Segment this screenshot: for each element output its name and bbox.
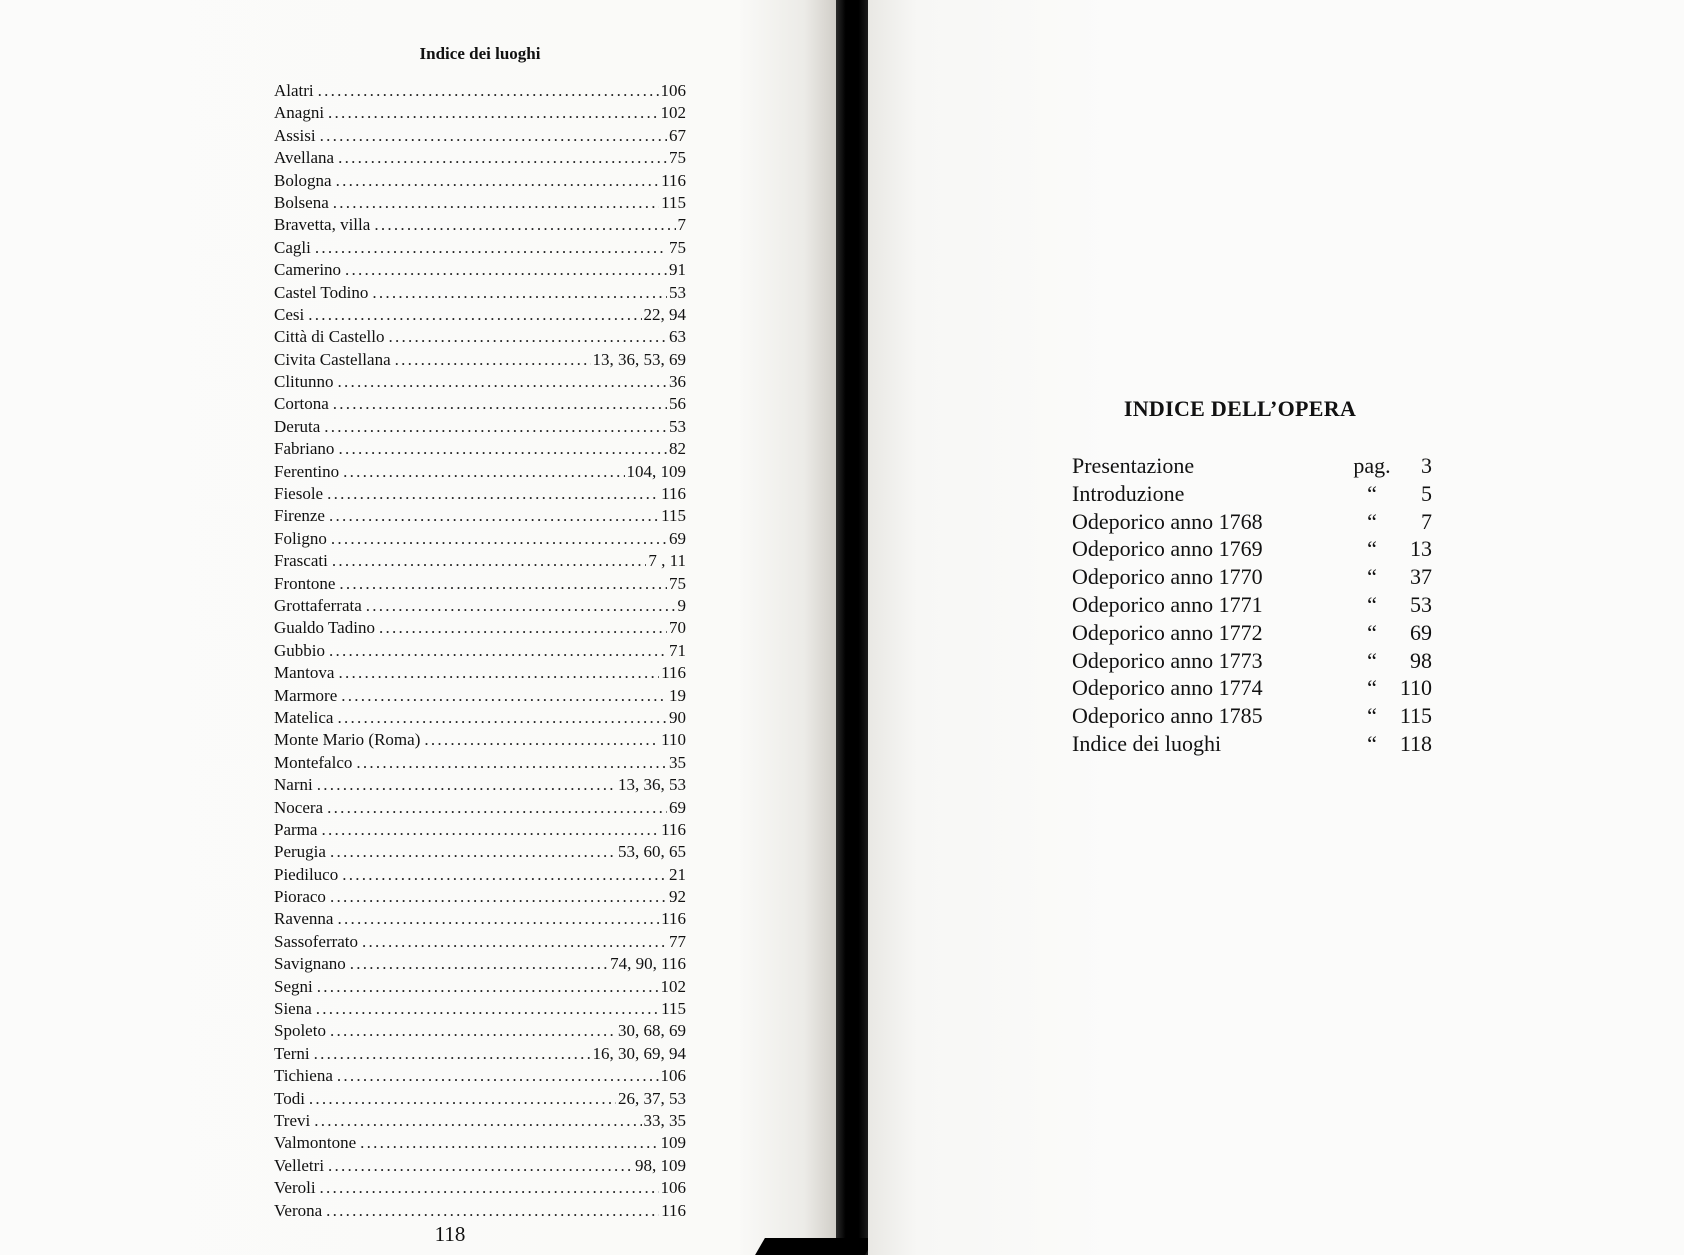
place-pages: 116 xyxy=(661,170,686,190)
place-pages: 53 xyxy=(669,282,686,302)
place-entry xyxy=(274,1110,686,1132)
place-entry xyxy=(274,685,686,707)
place-entry xyxy=(274,438,686,460)
contents-page: 13 xyxy=(1410,536,1432,562)
place-entry xyxy=(274,729,686,751)
contents-prefix: pag. xyxy=(1353,453,1391,478)
place-entry xyxy=(274,371,686,393)
contents-label: Odeporico anno 1772 xyxy=(1072,619,1263,645)
dot-leader xyxy=(366,595,676,617)
contents-entry xyxy=(1072,619,1432,647)
contents-label: Odeporico anno 1768 xyxy=(1072,508,1263,534)
place-pages: 104, 109 xyxy=(626,461,686,481)
place-entry xyxy=(274,1132,686,1154)
place-name: Deruta xyxy=(274,416,321,436)
place-entry xyxy=(274,282,686,304)
book-gutter xyxy=(836,0,868,1255)
place-pages: 75 xyxy=(669,237,686,257)
contents-entry xyxy=(1072,452,1432,480)
place-entry xyxy=(274,304,686,326)
place-entry xyxy=(274,1020,686,1042)
place-name: Avellana xyxy=(274,148,335,168)
place-pages: 110 xyxy=(661,730,686,750)
contents-entry xyxy=(1072,535,1432,563)
dot-leader xyxy=(316,998,659,1020)
place-pages: 16, 30, 69, 94 xyxy=(592,1043,686,1063)
place-name: Bolsena xyxy=(274,192,329,212)
contents-entry xyxy=(1072,591,1432,619)
dot-leader xyxy=(336,170,660,192)
place-name: Piediluco xyxy=(274,864,339,884)
dot-leader xyxy=(327,797,667,819)
place-name: Monte Mario (Roma) xyxy=(274,730,421,750)
place-name: Parma xyxy=(274,819,318,839)
dot-leader xyxy=(337,908,659,930)
place-pages: 53, 60, 65 xyxy=(618,842,686,862)
place-name: Frascati xyxy=(274,551,328,571)
dot-leader xyxy=(331,528,667,550)
place-name: Fabriano xyxy=(274,439,335,459)
place-pages: 90 xyxy=(669,707,686,727)
contents-prefix: “ xyxy=(1367,730,1377,756)
place-name: Segni xyxy=(274,976,313,996)
dot-leader xyxy=(424,729,659,751)
dot-leader xyxy=(342,864,667,886)
place-pages: 77 xyxy=(669,931,686,951)
place-name: Cortona xyxy=(274,394,329,414)
place-name: Sassoferrato xyxy=(274,931,359,951)
place-name: Veroli xyxy=(274,1178,316,1198)
contents-prefix: “ xyxy=(1367,480,1377,506)
place-pages: 36 xyxy=(669,372,686,392)
dot-leader xyxy=(332,550,647,572)
place-name: Assisi xyxy=(274,125,316,145)
dot-leader xyxy=(317,976,659,998)
place-name: Terni xyxy=(274,1043,310,1063)
dot-leader xyxy=(362,931,667,953)
place-name: Gualdo Tadino xyxy=(274,618,375,638)
place-index-title: Indice dei luoghi xyxy=(419,44,541,63)
place-name: Anagni xyxy=(274,103,325,123)
dot-leader xyxy=(326,1200,659,1222)
place-name: Pioraco xyxy=(274,887,326,907)
place-pages: 106 xyxy=(660,81,686,100)
dot-leader xyxy=(318,80,659,102)
dot-leader xyxy=(339,573,667,595)
place-entry xyxy=(274,573,686,595)
contents-page: 37 xyxy=(1410,564,1432,590)
contents-page: 53 xyxy=(1410,591,1432,617)
place-pages: 116 xyxy=(661,819,686,839)
contents-prefix: “ xyxy=(1367,703,1377,729)
place-pages: 35 xyxy=(669,752,686,772)
contents-label: Presentazione xyxy=(1072,453,1195,478)
place-pages: 115 xyxy=(661,192,686,212)
dot-leader xyxy=(321,819,659,841)
place-pages: 21 xyxy=(669,864,686,884)
contents-entry xyxy=(1072,730,1432,758)
place-entry xyxy=(274,505,686,527)
place-pages: 33, 35 xyxy=(643,1110,686,1130)
contents-page: 118 xyxy=(1399,730,1432,756)
contents-label: Indice dei luoghi xyxy=(1072,730,1222,756)
place-pages: 91 xyxy=(669,260,686,280)
place-pages: 13, 36, 53 xyxy=(618,775,686,795)
place-entry xyxy=(274,102,686,124)
place-entry xyxy=(274,707,686,729)
place-name: Verona xyxy=(274,1200,323,1220)
page-number: 118 xyxy=(434,1222,466,1246)
dot-leader xyxy=(374,214,675,236)
contents-entry xyxy=(1072,480,1432,508)
place-name: Fiesole xyxy=(274,484,324,504)
place-pages: 74, 90, 116 xyxy=(610,954,686,974)
place-entry xyxy=(274,1088,686,1110)
place-name: Firenze xyxy=(274,506,325,526)
place-entry xyxy=(274,1043,686,1065)
place-name: Mantova xyxy=(274,663,335,683)
place-entry xyxy=(274,80,686,102)
contents-page: 5 xyxy=(1421,480,1432,506)
place-pages: 69 xyxy=(669,528,686,548)
place-index-list xyxy=(274,80,686,1222)
contents-prefix: “ xyxy=(1367,591,1377,617)
place-pages: 70 xyxy=(669,618,686,638)
place-entry xyxy=(274,797,686,819)
place-name: Frontone xyxy=(274,573,336,593)
place-pages: 30, 68, 69 xyxy=(618,1021,686,1041)
place-name: Marmore xyxy=(274,685,338,705)
place-entry xyxy=(274,617,686,639)
place-entry xyxy=(274,1065,686,1087)
place-entry xyxy=(274,595,686,617)
place-pages: 75 xyxy=(669,148,686,168)
contents-label: Odeporico anno 1774 xyxy=(1072,675,1263,701)
place-entry xyxy=(274,953,686,975)
contents-prefix: “ xyxy=(1367,508,1377,534)
place-entry xyxy=(274,864,686,886)
place-entry xyxy=(274,976,686,998)
dot-leader xyxy=(330,886,667,908)
contents-page: 3 xyxy=(1421,453,1432,478)
place-entry xyxy=(274,662,686,684)
contents-page: 69 xyxy=(1410,619,1432,645)
dot-leader xyxy=(329,505,659,527)
contents-label: Odeporico anno 1771 xyxy=(1072,591,1263,617)
place-entry xyxy=(274,125,686,147)
place-name: Trevi xyxy=(274,1110,311,1130)
contents-page: 7 xyxy=(1421,508,1432,534)
contents-title: INDICE DELL’OPERA xyxy=(1123,396,1357,421)
contents-entry xyxy=(1072,702,1432,730)
place-pages: 102 xyxy=(660,976,686,996)
dot-leader xyxy=(328,102,658,124)
place-entry xyxy=(274,393,686,415)
place-entry xyxy=(274,237,686,259)
dot-leader xyxy=(330,841,616,863)
place-name: Civita Castellana xyxy=(274,349,391,369)
place-pages: 71 xyxy=(669,640,686,660)
place-name: Grottaferrata xyxy=(274,595,362,615)
place-entry xyxy=(274,349,686,371)
contents-page: 115 xyxy=(1399,703,1432,729)
place-name: Spoleto xyxy=(274,1021,326,1041)
place-entry xyxy=(274,931,686,953)
place-pages: 116 xyxy=(661,1200,686,1220)
contents-label: Odeporico anno 1773 xyxy=(1072,647,1263,673)
contents-prefix: “ xyxy=(1367,564,1377,590)
contents-prefix: “ xyxy=(1367,619,1377,645)
place-pages: 116 xyxy=(661,484,686,504)
place-pages: 115 xyxy=(661,506,686,526)
place-entry xyxy=(274,528,686,550)
place-entry xyxy=(274,1177,686,1199)
place-pages: 109 xyxy=(660,1133,686,1153)
place-name: Bravetta, villa xyxy=(274,215,371,235)
place-name: Alatri xyxy=(274,81,314,100)
dot-leader xyxy=(356,752,667,774)
place-entry xyxy=(274,908,686,930)
place-entry xyxy=(274,819,686,841)
place-name: Cagli xyxy=(274,237,311,257)
place-pages: 116 xyxy=(661,663,686,683)
place-entry xyxy=(274,147,686,169)
dot-leader xyxy=(329,640,667,662)
place-pages: 56 xyxy=(669,394,686,414)
place-entry xyxy=(274,550,686,572)
place-entry xyxy=(274,326,686,348)
place-name: Foligno xyxy=(274,528,327,548)
place-entry xyxy=(274,886,686,908)
place-entry xyxy=(274,192,686,214)
place-name: Clitunno xyxy=(274,372,334,392)
place-pages: 116 xyxy=(661,909,686,929)
dot-leader xyxy=(328,1155,633,1177)
place-entry xyxy=(274,774,686,796)
contents-label: Odeporico anno 1769 xyxy=(1072,536,1263,562)
place-name: Valmontone xyxy=(274,1133,357,1153)
dot-leader xyxy=(338,147,667,169)
place-name: Tichiena xyxy=(274,1066,333,1086)
contents-label: Introduzione xyxy=(1072,480,1185,506)
dot-leader xyxy=(338,371,667,393)
contents-prefix: “ xyxy=(1367,647,1377,673)
dot-leader xyxy=(341,685,667,707)
place-name: Todi xyxy=(274,1088,305,1108)
left-page xyxy=(0,0,838,1255)
place-name: Ravenna xyxy=(274,909,334,929)
place-entry xyxy=(274,259,686,281)
contents-label: Odeporico anno 1770 xyxy=(1072,564,1263,590)
place-name: Bologna xyxy=(274,170,332,190)
contents-page: 98 xyxy=(1410,647,1432,673)
place-pages: 106 xyxy=(660,1178,686,1198)
place-pages: 75 xyxy=(669,573,686,593)
dot-leader xyxy=(337,707,667,729)
dot-leader xyxy=(320,1177,659,1199)
contents-list xyxy=(1072,452,1432,758)
dot-leader xyxy=(330,1020,616,1042)
dot-leader xyxy=(317,774,616,796)
place-pages: 102 xyxy=(660,103,686,123)
dot-leader xyxy=(360,1132,658,1154)
contents-entry xyxy=(1072,508,1432,536)
place-name: Città di Castello xyxy=(274,327,385,347)
dot-leader xyxy=(333,393,667,415)
dot-leader xyxy=(350,953,608,975)
place-name: Savignano xyxy=(274,954,346,974)
place-entry xyxy=(274,1155,686,1177)
place-entry xyxy=(274,998,686,1020)
place-pages: 19 xyxy=(669,685,686,705)
place-name: Montefalco xyxy=(274,752,353,772)
dot-leader xyxy=(309,1088,616,1110)
dot-leader xyxy=(314,1043,591,1065)
place-entry xyxy=(274,752,686,774)
place-pages: 9 xyxy=(677,595,686,615)
place-name: Ferentino xyxy=(274,461,340,481)
place-entry xyxy=(274,461,686,483)
place-pages: 53 xyxy=(669,416,686,436)
dot-leader xyxy=(327,483,659,505)
dot-leader xyxy=(395,349,591,371)
place-entry xyxy=(274,483,686,505)
place-entry xyxy=(274,640,686,662)
place-pages: 26, 37, 53 xyxy=(618,1088,686,1108)
place-entry xyxy=(274,170,686,192)
place-pages: 22, 94 xyxy=(643,304,686,324)
contents-entry xyxy=(1072,563,1432,591)
place-name: Siena xyxy=(274,999,312,1019)
place-name: Gubbio xyxy=(274,640,325,660)
place-entry xyxy=(274,416,686,438)
place-pages: 92 xyxy=(669,887,686,907)
place-name: Cesi xyxy=(274,304,305,324)
dot-leader xyxy=(345,259,667,281)
contents-prefix: “ xyxy=(1367,675,1377,701)
place-pages: 106 xyxy=(660,1066,686,1086)
dot-leader xyxy=(389,326,668,348)
dot-leader xyxy=(337,1065,659,1087)
dot-leader xyxy=(338,662,659,684)
contents-label: Odeporico anno 1785 xyxy=(1072,703,1263,729)
dot-leader xyxy=(338,438,667,460)
place-name: Velletri xyxy=(274,1155,325,1175)
place-name: Castel Todino xyxy=(274,282,369,302)
dot-leader xyxy=(308,304,641,326)
contents-entry xyxy=(1072,647,1432,675)
place-entry xyxy=(274,1200,686,1222)
place-pages: 63 xyxy=(669,327,686,347)
dot-leader xyxy=(333,192,659,214)
dot-leader xyxy=(315,237,667,259)
book-gutter-shadow xyxy=(755,1238,875,1255)
place-name: Narni xyxy=(274,775,313,795)
place-pages: 69 xyxy=(669,797,686,817)
dot-leader xyxy=(343,461,624,483)
dot-leader xyxy=(314,1110,641,1132)
place-name: Perugia xyxy=(274,842,326,862)
place-pages: 67 xyxy=(669,125,686,145)
place-pages: 13, 36, 53, 69 xyxy=(592,349,686,369)
place-pages: 98, 109 xyxy=(635,1155,686,1175)
dot-leader xyxy=(320,125,667,147)
place-entry xyxy=(274,841,686,863)
contents-entry xyxy=(1072,674,1432,702)
place-name: Nocera xyxy=(274,797,324,817)
place-name: Camerino xyxy=(274,260,342,280)
dot-leader xyxy=(372,282,667,304)
place-pages: 7 xyxy=(677,215,686,235)
place-pages: 115 xyxy=(661,999,686,1019)
dot-leader xyxy=(324,416,667,438)
place-entry xyxy=(274,214,686,236)
place-pages: 7 , 11 xyxy=(648,551,686,571)
contents-page: 110 xyxy=(1399,675,1432,701)
dot-leader xyxy=(379,617,667,639)
contents-prefix: “ xyxy=(1367,536,1377,562)
place-name: Matelica xyxy=(274,707,334,727)
place-pages: 82 xyxy=(669,439,686,459)
